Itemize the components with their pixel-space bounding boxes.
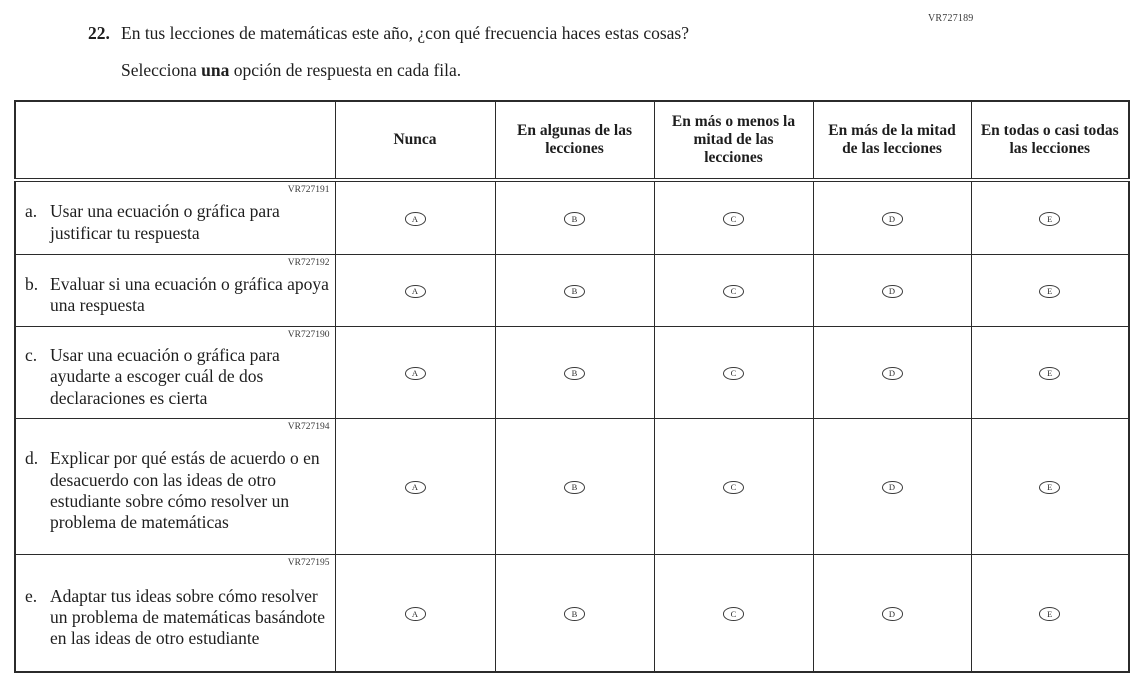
oval-letter: D [888, 213, 896, 224]
option-cell [495, 418, 654, 554]
option-cell [971, 180, 1129, 254]
response-oval-d-D[interactable] [882, 481, 903, 495]
item-letter: a. [25, 201, 38, 222]
item-text: Explicar por qué estás de acuerdo o en desacuerdo con las ideas de otro estudiante sobre cómo resolver un problema de matemáticas [50, 448, 320, 533]
item-text: Adaptar tus ideas sobre cómo resolver un problema de matemáticas basándote en las ideas de otro estudiante [50, 585, 326, 649]
response-oval-d-C[interactable] [723, 481, 744, 495]
option-cell [335, 418, 495, 554]
response-grid [14, 100, 1130, 673]
oval-letter: D [888, 368, 896, 378]
response-oval-e-C[interactable] [723, 607, 744, 621]
oval-letter: C [730, 213, 737, 224]
response-oval-e-E[interactable] [1039, 607, 1060, 621]
option-cell [335, 554, 495, 672]
column-header-nunca: Nunca [335, 101, 495, 180]
oval-letter: A [411, 482, 419, 492]
item-row-d [15, 418, 1129, 554]
response-oval-e-A[interactable] [405, 607, 426, 621]
response-oval-e-B[interactable] [564, 607, 585, 621]
item-letter: e. [25, 585, 38, 606]
option-cell [654, 254, 813, 326]
column-header-mas-o-menos-mitad: En más o menos la mitad de las lecciones [654, 101, 813, 180]
item-row-c [15, 326, 1129, 418]
option-cell [813, 254, 971, 326]
option-cell [335, 254, 495, 326]
oval-letter: E [1047, 213, 1053, 224]
response-oval-c-E[interactable] [1039, 367, 1060, 381]
instruction-suffix: opción de respuesta en cada fila. [229, 60, 462, 80]
response-oval-b-D[interactable] [882, 285, 903, 299]
oval-letter: D [888, 608, 896, 619]
response-oval-c-B[interactable] [564, 367, 585, 381]
oval-letter: D [888, 286, 896, 296]
item-letter: d. [25, 448, 39, 469]
column-header-mas-de-mitad: En más de la mitad de las lecciones [813, 101, 971, 180]
option-cell [813, 180, 971, 254]
response-oval-a-A[interactable] [405, 212, 426, 226]
oval-letter: A [411, 286, 419, 296]
oval-letter: A [411, 368, 419, 378]
question-block [88, 23, 888, 81]
item-cell-b [15, 254, 335, 326]
option-cell [495, 554, 654, 672]
item-letter: b. [25, 273, 39, 294]
option-cell [971, 418, 1129, 554]
option-cell [813, 554, 971, 672]
instruction-text [121, 60, 888, 81]
response-oval-b-B[interactable] [564, 285, 585, 299]
oval-letter: A [411, 608, 419, 619]
item-code: VR727195 [287, 557, 330, 568]
response-oval-a-B[interactable] [564, 212, 585, 226]
option-cell [654, 180, 813, 254]
response-oval-b-E[interactable] [1039, 285, 1060, 299]
response-oval-d-A[interactable] [405, 481, 426, 495]
oval-letter: B [571, 368, 578, 378]
item-letter: c. [25, 344, 38, 365]
question-text: En tus lecciones de matemáticas este año, ¿con qué frecuencia haces estas cosas? [121, 23, 689, 43]
oval-letter: C [730, 368, 737, 378]
oval-letter: A [411, 213, 419, 224]
column-header-todas: En todas o casi todas las lecciones [971, 101, 1129, 180]
oval-letter: B [571, 286, 578, 296]
response-oval-b-A[interactable] [405, 285, 426, 299]
response-oval-c-C[interactable] [723, 367, 744, 381]
item-text: Usar una ecuación o gráfica para ayudarte a escoger cuál de dos declaraciones es cierta [50, 344, 280, 408]
option-cell [971, 326, 1129, 418]
item-row-b [15, 254, 1129, 326]
item-row-e [15, 554, 1129, 672]
oval-letter: C [730, 608, 737, 619]
option-cell [654, 326, 813, 418]
response-oval-d-E[interactable] [1039, 481, 1060, 495]
item-code: VR727190 [287, 329, 330, 340]
oval-letter: B [571, 482, 578, 492]
oval-letter: C [730, 482, 737, 492]
option-cell [335, 326, 495, 418]
oval-letter: D [888, 482, 896, 492]
option-cell [495, 326, 654, 418]
item-text: Evaluar si una ecuación o gráfica apoya una respuesta [50, 273, 329, 315]
header-stub-cell [15, 101, 335, 180]
item-cell-a [15, 180, 335, 254]
item-row-a [15, 180, 1129, 254]
instruction-bold-word: una [201, 60, 230, 80]
item-code: VR727194 [287, 421, 330, 432]
option-cell [971, 554, 1129, 672]
option-cell [654, 554, 813, 672]
response-oval-e-D[interactable] [882, 607, 903, 621]
instruction-prefix: Selecciona [121, 60, 202, 80]
item-text: Usar una ecuación o gráfica para justificar tu respuesta [50, 201, 280, 243]
response-oval-b-C[interactable] [723, 285, 744, 299]
response-oval-d-B[interactable] [564, 481, 585, 495]
oval-letter: E [1047, 482, 1053, 492]
oval-letter: B [571, 213, 578, 224]
option-cell [495, 254, 654, 326]
item-cell-d [15, 418, 335, 554]
response-oval-a-D[interactable] [882, 212, 903, 226]
oval-letter: B [571, 608, 578, 619]
item-code: VR727192 [287, 257, 330, 268]
option-cell [971, 254, 1129, 326]
oval-letter: E [1047, 286, 1053, 296]
oval-letter: C [730, 286, 737, 296]
question-number: 22. [88, 23, 110, 43]
response-oval-a-C[interactable] [723, 212, 744, 226]
form-code: VR727189 [928, 13, 974, 24]
header-row [15, 101, 1129, 180]
item-cell-e [15, 554, 335, 672]
item-code: VR727191 [287, 185, 330, 195]
item-cell-c [15, 326, 335, 418]
oval-letter: E [1047, 368, 1053, 378]
option-cell [495, 180, 654, 254]
response-oval-c-A[interactable] [405, 367, 426, 381]
option-cell [654, 418, 813, 554]
oval-letter: E [1047, 608, 1053, 619]
option-cell [813, 326, 971, 418]
option-cell [813, 418, 971, 554]
response-oval-c-D[interactable] [882, 367, 903, 381]
column-header-algunas: En algunas de las lecciones [495, 101, 654, 180]
response-oval-a-E[interactable] [1039, 212, 1060, 226]
option-cell [335, 180, 495, 254]
